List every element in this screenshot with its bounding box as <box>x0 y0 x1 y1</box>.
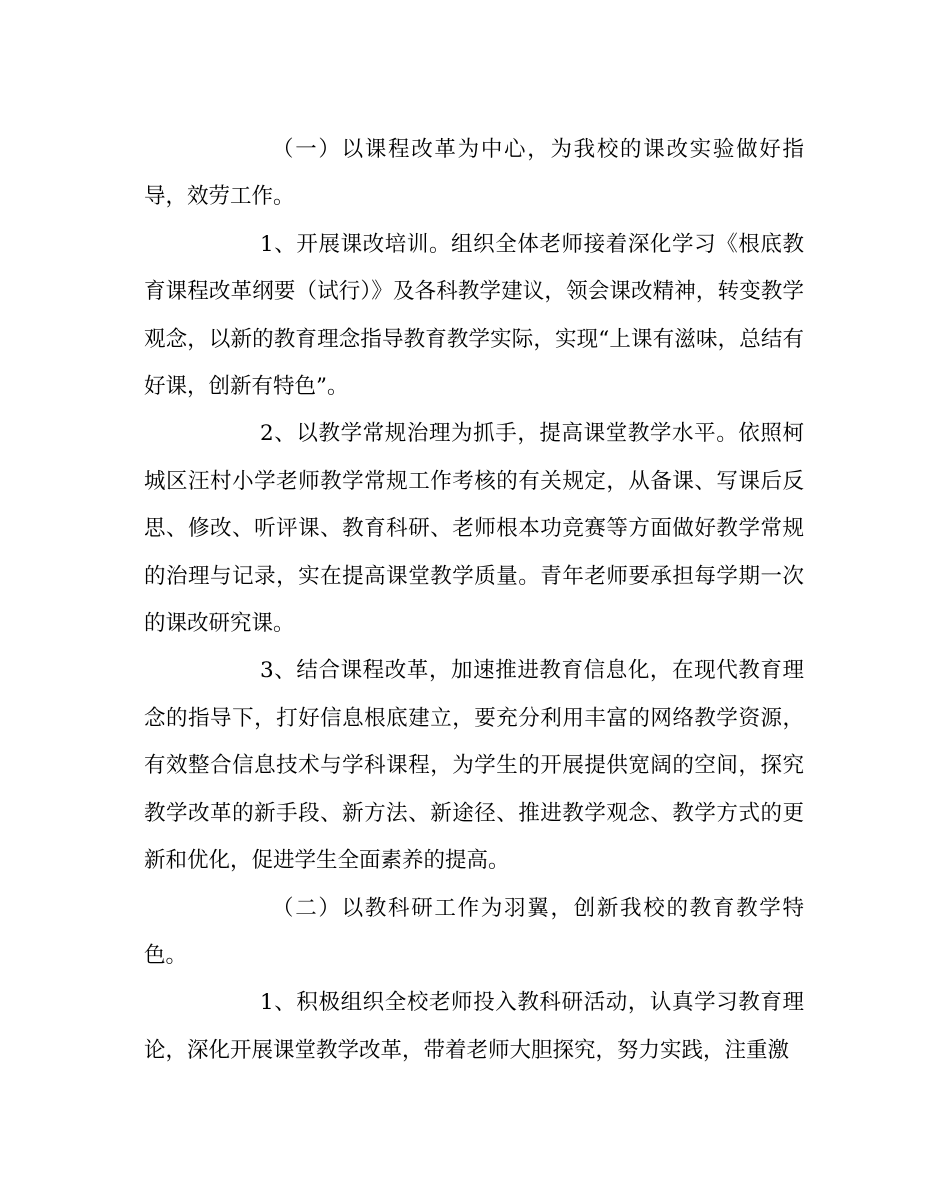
document-body <box>144 126 804 1074</box>
section-heading-2: （二）以教科研工作为羽翼，创新我校的教育教学特色。 <box>144 895 804 968</box>
section-heading-1: （一）以课程改革为中心，为我校的课改实验做好指导，效劳工作。 <box>144 137 804 210</box>
paragraph-1-2: 2、以教学常规治理为抓手，提高课堂教学水平。依照柯城区汪村小学老师教学常规工作考核的有关规定，从备课、写课后反思、修改、听评课、教育科研、老师根本功竞赛等方面做好教学常规的治理与记录，实在提高课堂教学质量。青年老师要承担每学期一次的课改研究课。 <box>144 421 804 637</box>
paragraph-1-3: 3、结合课程改革，加速推进教育信息化，在现代教育理念的指导下，打好信息根底建立，要充分利用丰富的网络教学资源，有效整合信息技术与学科课程，为学生的开展提供宽阔的空间，探究教学改革的新手段、新方法、新途径、推进教学观念、教学方式的更新和优化，促进学生全面素养的提高。 <box>144 658 804 874</box>
paragraph-1-1: 1、开展课改培训。组织全体老师接着深化学习《根底教育课程改革纲要（试行）》及各科教学建议，领会课改精神，转变教学观念，以新的教育理念指导教育教学实际，实现“上课有滋味，总结有好课，创新有特色”。 <box>144 231 804 400</box>
paragraph-2-1: 1、积极组织全校老师投入教科研活动，认真学习教育理论，深化开展课堂教学改革，带着老师大胆探究，努力实践，注重激 <box>144 990 804 1063</box>
